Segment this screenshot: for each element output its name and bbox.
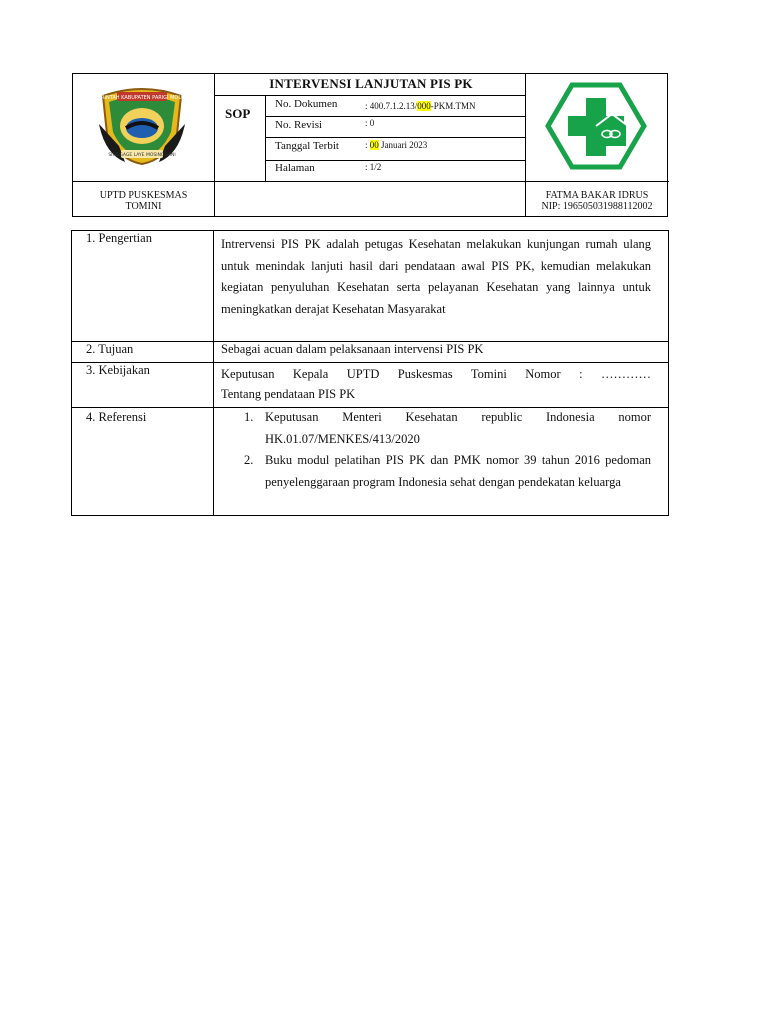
sop-content-table <box>71 230 669 516</box>
list-item-text: Buku modul pelatihan PIS PK dan PMK nomor 39 tahun 2016 pedoman penyelenggaraan program Indonesia sehat dengan pendekatan keluarga <box>265 453 651 489</box>
sop-label: SOP <box>225 106 251 121</box>
text-pengertian: Intrervensi PIS PK adalah petugas Kesehatan melakukan kunjungan rumah ulang untuk menindak lanjuti hasil dari pendataan awal PIS PK, kemudian melakukan kegiatan penyuluhan Kesehatan serta pelayanan Kesehatan yang lainnya untuk meningkatkan derajat Kesehatan Masyarakat <box>221 237 651 316</box>
field-label-revisi: No. Revisi <box>275 119 323 131</box>
list-item-text: Keputusan Menteri Kesehatan republic Indonesia nomor HK.01.07/MENKES/413/2020 <box>265 410 651 446</box>
regency-emblem-icon <box>87 84 197 166</box>
field-value-revisi: : 0 <box>365 118 375 128</box>
text-tujuan: Sebagai acuan dalam pelaksanaan intervensi PIS PK <box>221 342 484 356</box>
svg-text:SINGGAGE LAYE MOSINGGANI: SINGGAGE LAYE MOSINGGANI <box>108 153 176 158</box>
svg-text:PEMERINTAH KABUPATEN PARIGI MO: PEMERINTAH KABUPATEN PARIGI MOUTONG <box>87 95 197 101</box>
org-name: UPTD PUSKESMAS TOMINI <box>99 190 188 212</box>
puskesmas-cross-icon <box>546 82 646 170</box>
field-label-halaman: Halaman <box>275 162 315 174</box>
text-kebijakan-line1: Keputusan Kepala UPTD Puskesmas Tomini Nomor : ………… <box>221 367 651 381</box>
label-tujuan: 2. Tujuan <box>86 342 134 356</box>
field-label-tanggal: Tanggal Terbit <box>275 140 339 152</box>
field-value-tanggal: : 00 Januari 2023 <box>365 140 428 150</box>
label-referensi: 4. Referensi <box>86 410 147 424</box>
list-item-number: 2. <box>244 453 254 467</box>
label-kebijakan: 3. Kebijakan <box>86 363 150 377</box>
text-kebijakan-line2: Tentang pendataan PIS PK <box>221 387 356 401</box>
field-value-dokumen: : 400.7.1.2.13/000-PKM.TMN <box>365 101 476 111</box>
field-value-halaman: : 1/2 <box>365 162 382 172</box>
document-title: INTERVENSI LANJUTAN PIS PK <box>269 76 473 91</box>
sop-header-table <box>72 73 668 217</box>
signatory: FATMA BAKAR IDRUS NIP: 196505031988112002 <box>541 190 653 212</box>
label-pengertian: 1. Pengertian <box>86 231 152 245</box>
list-item-number: 1. <box>244 410 254 424</box>
field-label-dokumen: No. Dokumen <box>275 98 338 110</box>
